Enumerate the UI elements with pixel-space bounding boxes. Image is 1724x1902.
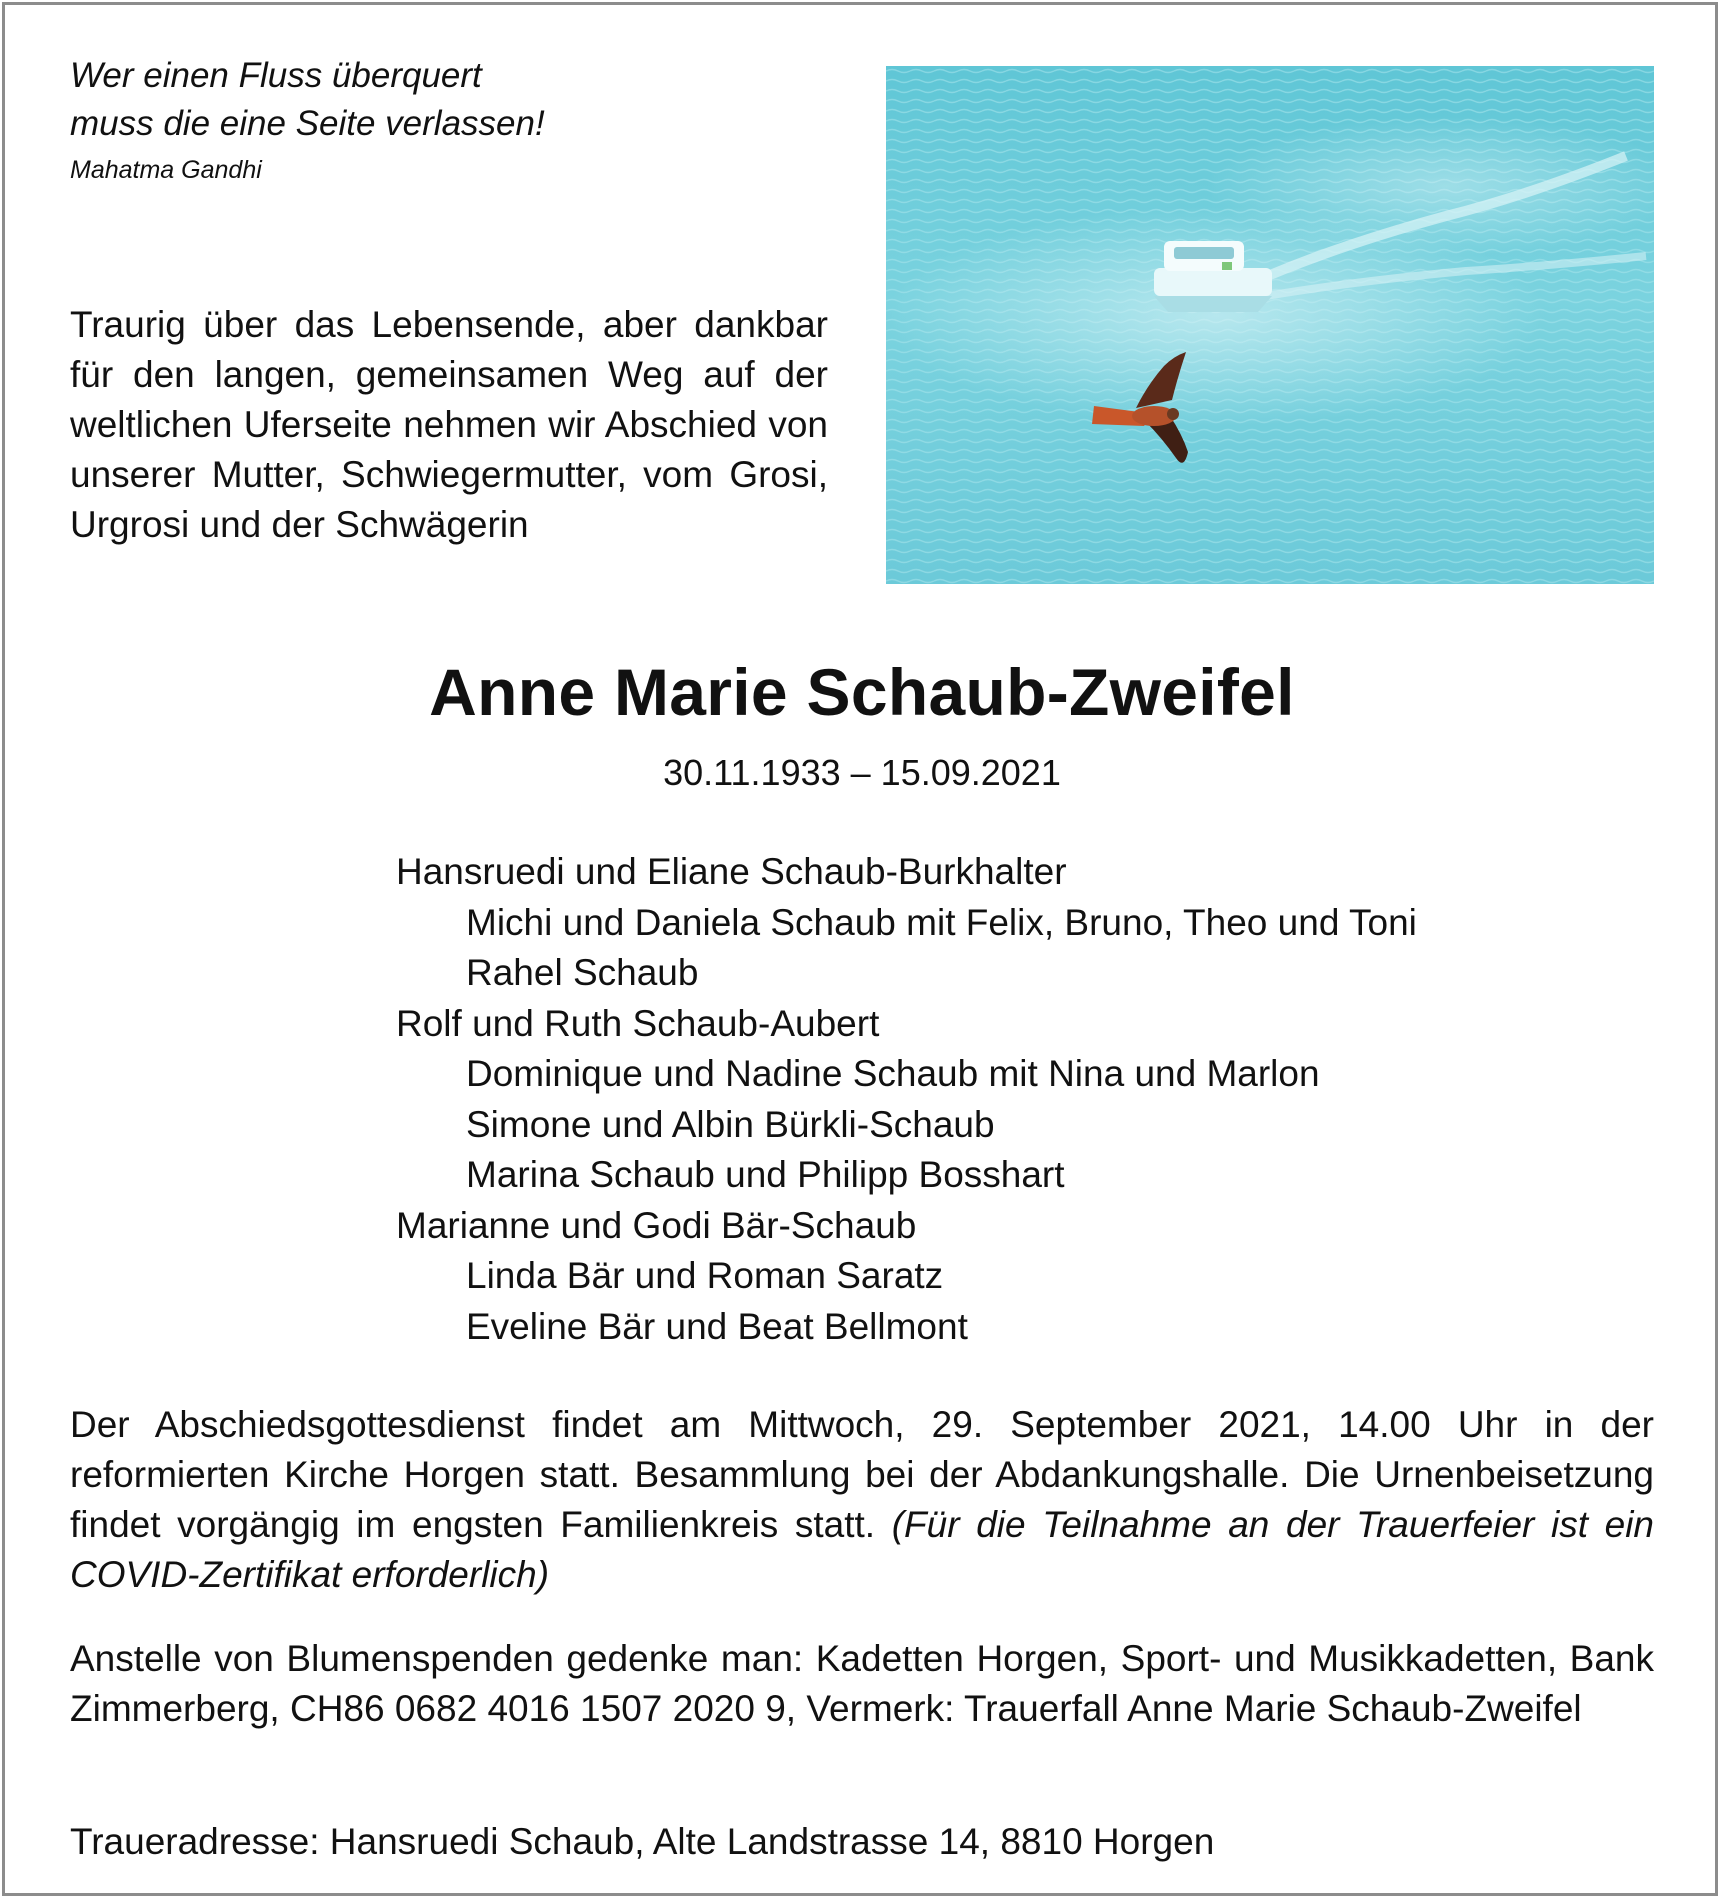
donation-info: Anstelle von Blumenspenden gedenke man: Kadetten Horgen, Sport- und Musikkadetten, Bank Zimmerberg, CH86 0682 4016 1507 2020 9, Vermerk: Trauerfall Anne Marie Schaub-Zweifel bbox=[70, 1638, 1654, 1729]
family-line: Marina Schaub und Philipp Bosshart bbox=[466, 1154, 1065, 1195]
family-line: Dominique und Nadine Schaub mit Nina und Marlon bbox=[466, 1053, 1320, 1094]
quote-author: Mahatma Gandhi bbox=[70, 156, 262, 184]
quote-line-2: muss die eine Seite verlassen! bbox=[70, 104, 545, 143]
service-info bbox=[70, 1400, 1654, 1600]
intro-text: Traurig über das Lebensende, aber dankbar für den langen, gemeinsamen Weg auf der weltlichen Uferseite nehmen wir Abschied von unserer Mutter, Schwiegermutter, vom Grosi, Urgrosi und der Schwägerin bbox=[70, 304, 828, 545]
kite-bird-over-water-image bbox=[886, 66, 1654, 584]
covid-note: (Für die Teilnahme an der Trauerfeier ist ein COVID-Zertifikat erforderlich) bbox=[70, 1504, 1654, 1595]
family-line: Hansruedi und Eliane Schaub-Burkhalter bbox=[396, 851, 1067, 892]
deceased-name: Anne Marie Schaub-Zweifel bbox=[429, 655, 1295, 729]
service-text: Der Abschiedsgottesdienst findet am Mittwoch, 29. September 2021, 14.00 Uhr in der reformierten Kirche Horgen statt. Besammlung bei der Abdankungshalle. Die Urnenbeisetzung findet vorgängig im engsten Familienkreis statt. bbox=[70, 1404, 1654, 1545]
family-line: Rolf und Ruth Schaub-Aubert bbox=[396, 1002, 880, 1044]
quote-line-1: Wer einen Fluss überquert bbox=[70, 56, 482, 95]
family-line: Rahel Schaub bbox=[466, 952, 699, 993]
life-dates: 30.11.1933 – 15.09.2021 bbox=[663, 752, 1061, 793]
family-line: Simone und Albin Bürkli-Schaub bbox=[466, 1103, 995, 1145]
photo bbox=[886, 66, 1654, 584]
family-list bbox=[396, 847, 1646, 1352]
mourning-address: Traueradresse: Hansruedi Schaub, Alte Landstrasse 14, 8810 Horgen bbox=[70, 1821, 1215, 1862]
family-line: Michi und Daniela Schaub mit Felix, Bruno, Theo und Toni bbox=[466, 901, 1417, 943]
family-line: Linda Bär und Roman Saratz bbox=[466, 1255, 944, 1296]
family-line: Eveline Bär und Beat Bellmont bbox=[466, 1305, 968, 1347]
family-line: Marianne und Godi Bär-Schaub bbox=[396, 1204, 917, 1246]
quote-block bbox=[70, 52, 790, 190]
